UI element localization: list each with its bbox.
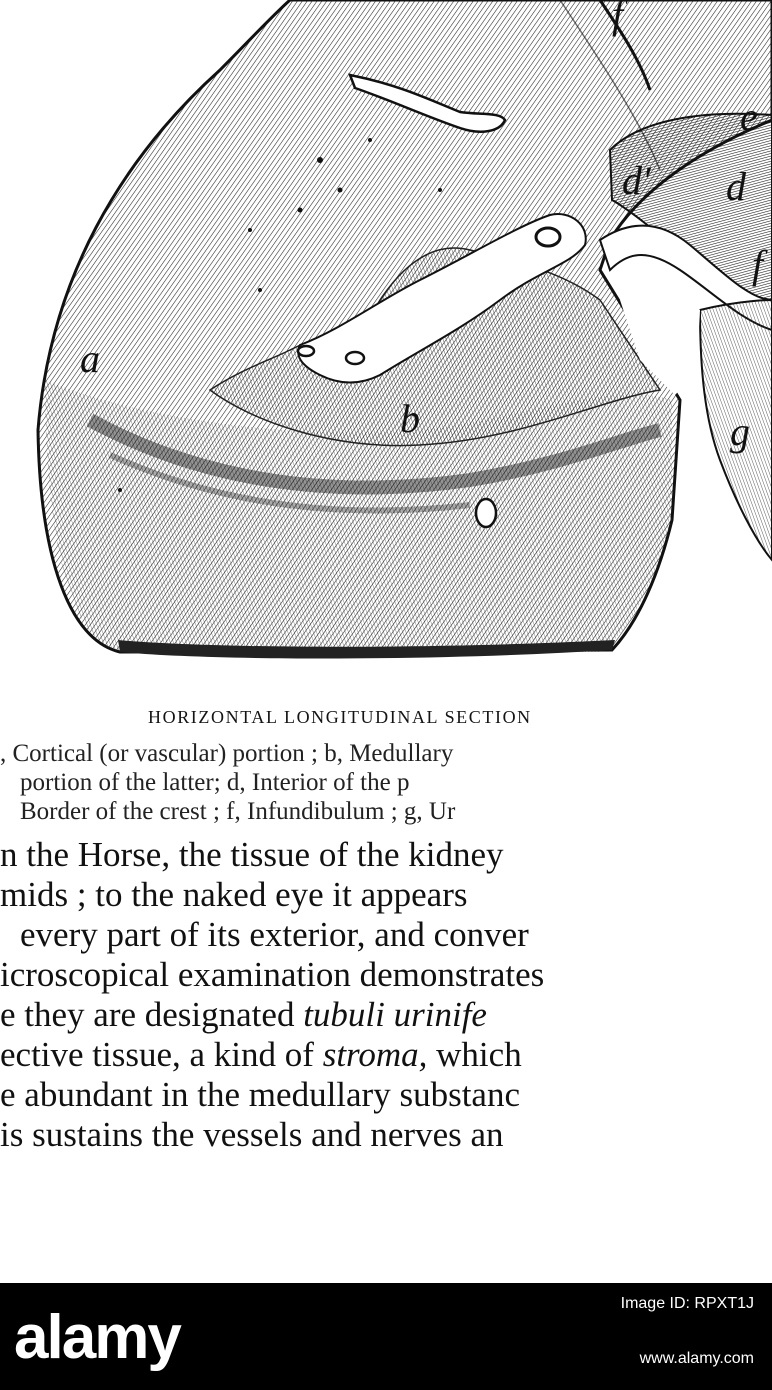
svg-text:alamy: alamy — [14, 1303, 180, 1372]
label-b: b — [400, 396, 420, 441]
site-url-text: www.alamy.com — [639, 1350, 754, 1367]
image-id-text: Image ID: RPXT1J — [620, 1295, 754, 1312]
caption-legend-line: , Cortical (or vascular) portion ; b, Medullary — [0, 740, 454, 767]
body-line: e they are designated tubuli urinife — [0, 995, 487, 1034]
label-e: e — [740, 94, 758, 139]
body-line: is sustains the vessels and nerves an — [0, 1115, 504, 1154]
caption-legend-line: portion of the latter; d, Interior of the p — [20, 769, 410, 796]
label-f-top: f — [612, 0, 624, 37]
label-d: d — [726, 164, 746, 209]
body-line: e abundant in the medullary substanc — [0, 1075, 520, 1114]
italic-term: tubuli urinife — [303, 995, 487, 1034]
body-paragraph — [0, 835, 772, 1155]
alamy-logo — [14, 1292, 234, 1382]
caption-legend-line: Border of the crest ; f, Infundibulum ; g, Ur — [20, 798, 456, 825]
body-line: n the Horse, the tissue of the kidney — [0, 835, 504, 874]
caption-title: HORIZONTAL LONGITUDINAL SECTION — [148, 707, 532, 727]
label-g: g — [730, 409, 750, 454]
italic-term: stroma, — [322, 1035, 428, 1074]
label-a: a — [80, 336, 100, 381]
label-d-prime: d′ — [622, 158, 651, 203]
label-f-bottom: f — [752, 242, 764, 287]
body-line: every part of its exterior, and conver — [20, 915, 529, 954]
body-line: ective tissue, a kind of stroma, which — [0, 1035, 522, 1074]
body-line: icroscopical examination demonstrates — [0, 955, 545, 994]
body-line: mids ; to the naked eye it appears — [0, 875, 468, 914]
